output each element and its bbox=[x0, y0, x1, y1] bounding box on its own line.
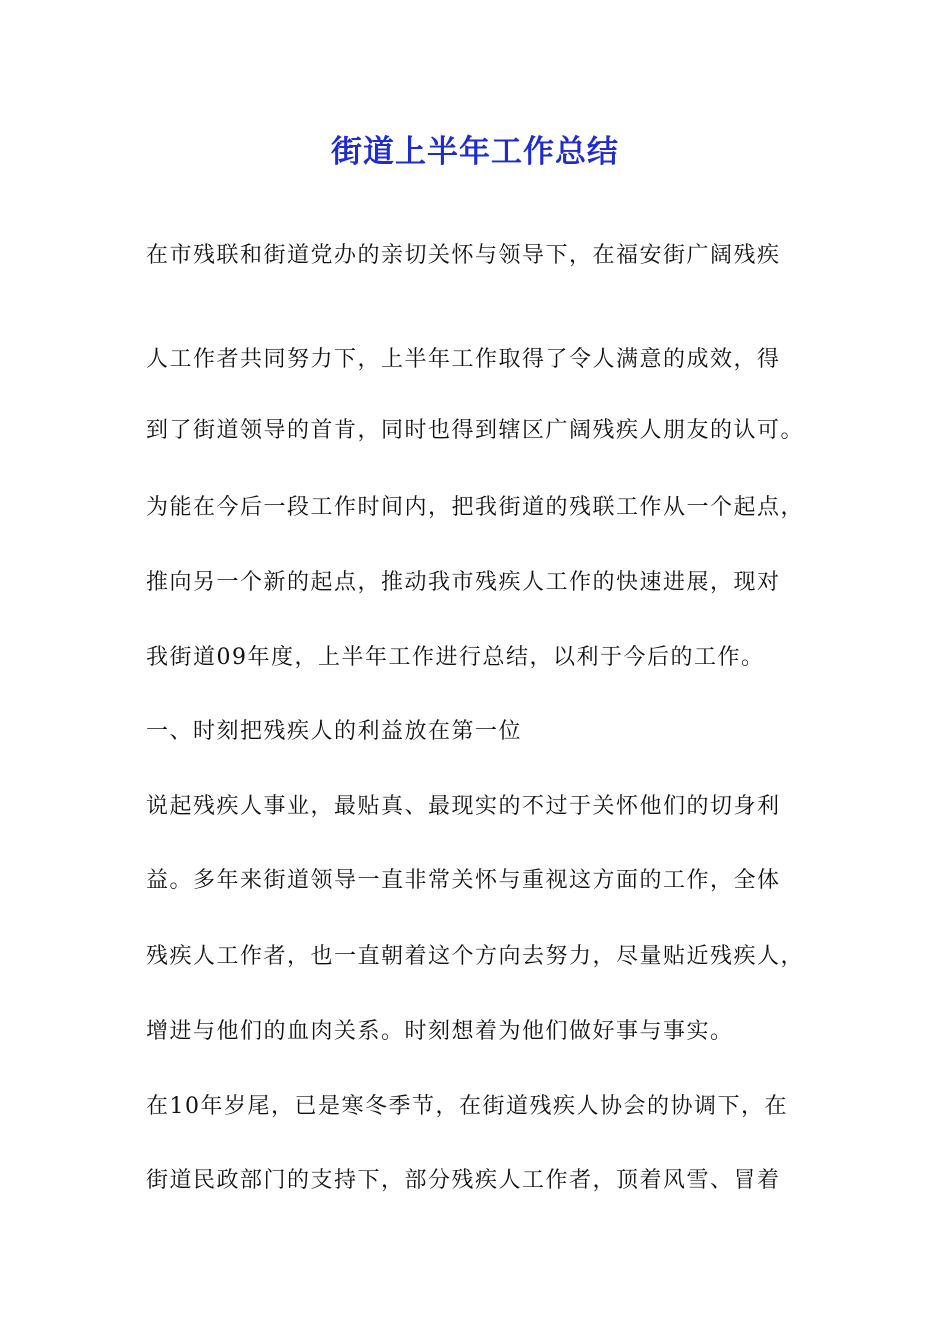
paragraph-line: 说起残疾人事业，最贴真、最现实的不过于关怀他们的切身利 bbox=[146, 794, 781, 819]
paragraph-line: 为能在今后一段工作时间内，把我街道的残联工作从一个起点， bbox=[146, 495, 805, 520]
paragraph-line: 推向另一个新的起点，推动我市残疾人工作的快速进展，现对 bbox=[146, 570, 781, 595]
section-heading: 一、时刻把残疾人的利益放在第一位 bbox=[146, 719, 523, 744]
paragraph-line: 我街道09年度，上半年工作进行总结，以利于今后的工作。 bbox=[146, 645, 765, 670]
paragraph-line: 在市残联和街道党办的亲切关怀与领导下，在福安街广阔残疾 bbox=[146, 243, 781, 268]
paragraph-line: 人工作者共同努力下，上半年工作取得了令人满意的成效，得 bbox=[146, 347, 781, 372]
paragraph-line: 残疾人工作者，也一直朝着这个方向去努力，尽量贴近残疾人， bbox=[146, 944, 805, 969]
paragraph-line: 街道民政部门的支持下，部分残疾人工作者，顶着风雪、冒着 bbox=[146, 1168, 781, 1193]
paragraph-line: 到了街道领导的首肯，同时也得到辖区广阔残疾人朋友的认可。 bbox=[146, 418, 805, 443]
paragraph-line: 增进与他们的血肉关系。时刻想着为他们做好事与事实。 bbox=[146, 1019, 734, 1044]
document-title: 街道上半年工作总结 bbox=[331, 134, 619, 170]
paragraph-line: 益。多年来街道领导一直非常关怀与重视这方面的工作，全体 bbox=[146, 868, 781, 893]
paragraph-line: 在10年岁尾，已是寒冬季节，在街道残疾人协会的协调下，在 bbox=[146, 1094, 788, 1119]
